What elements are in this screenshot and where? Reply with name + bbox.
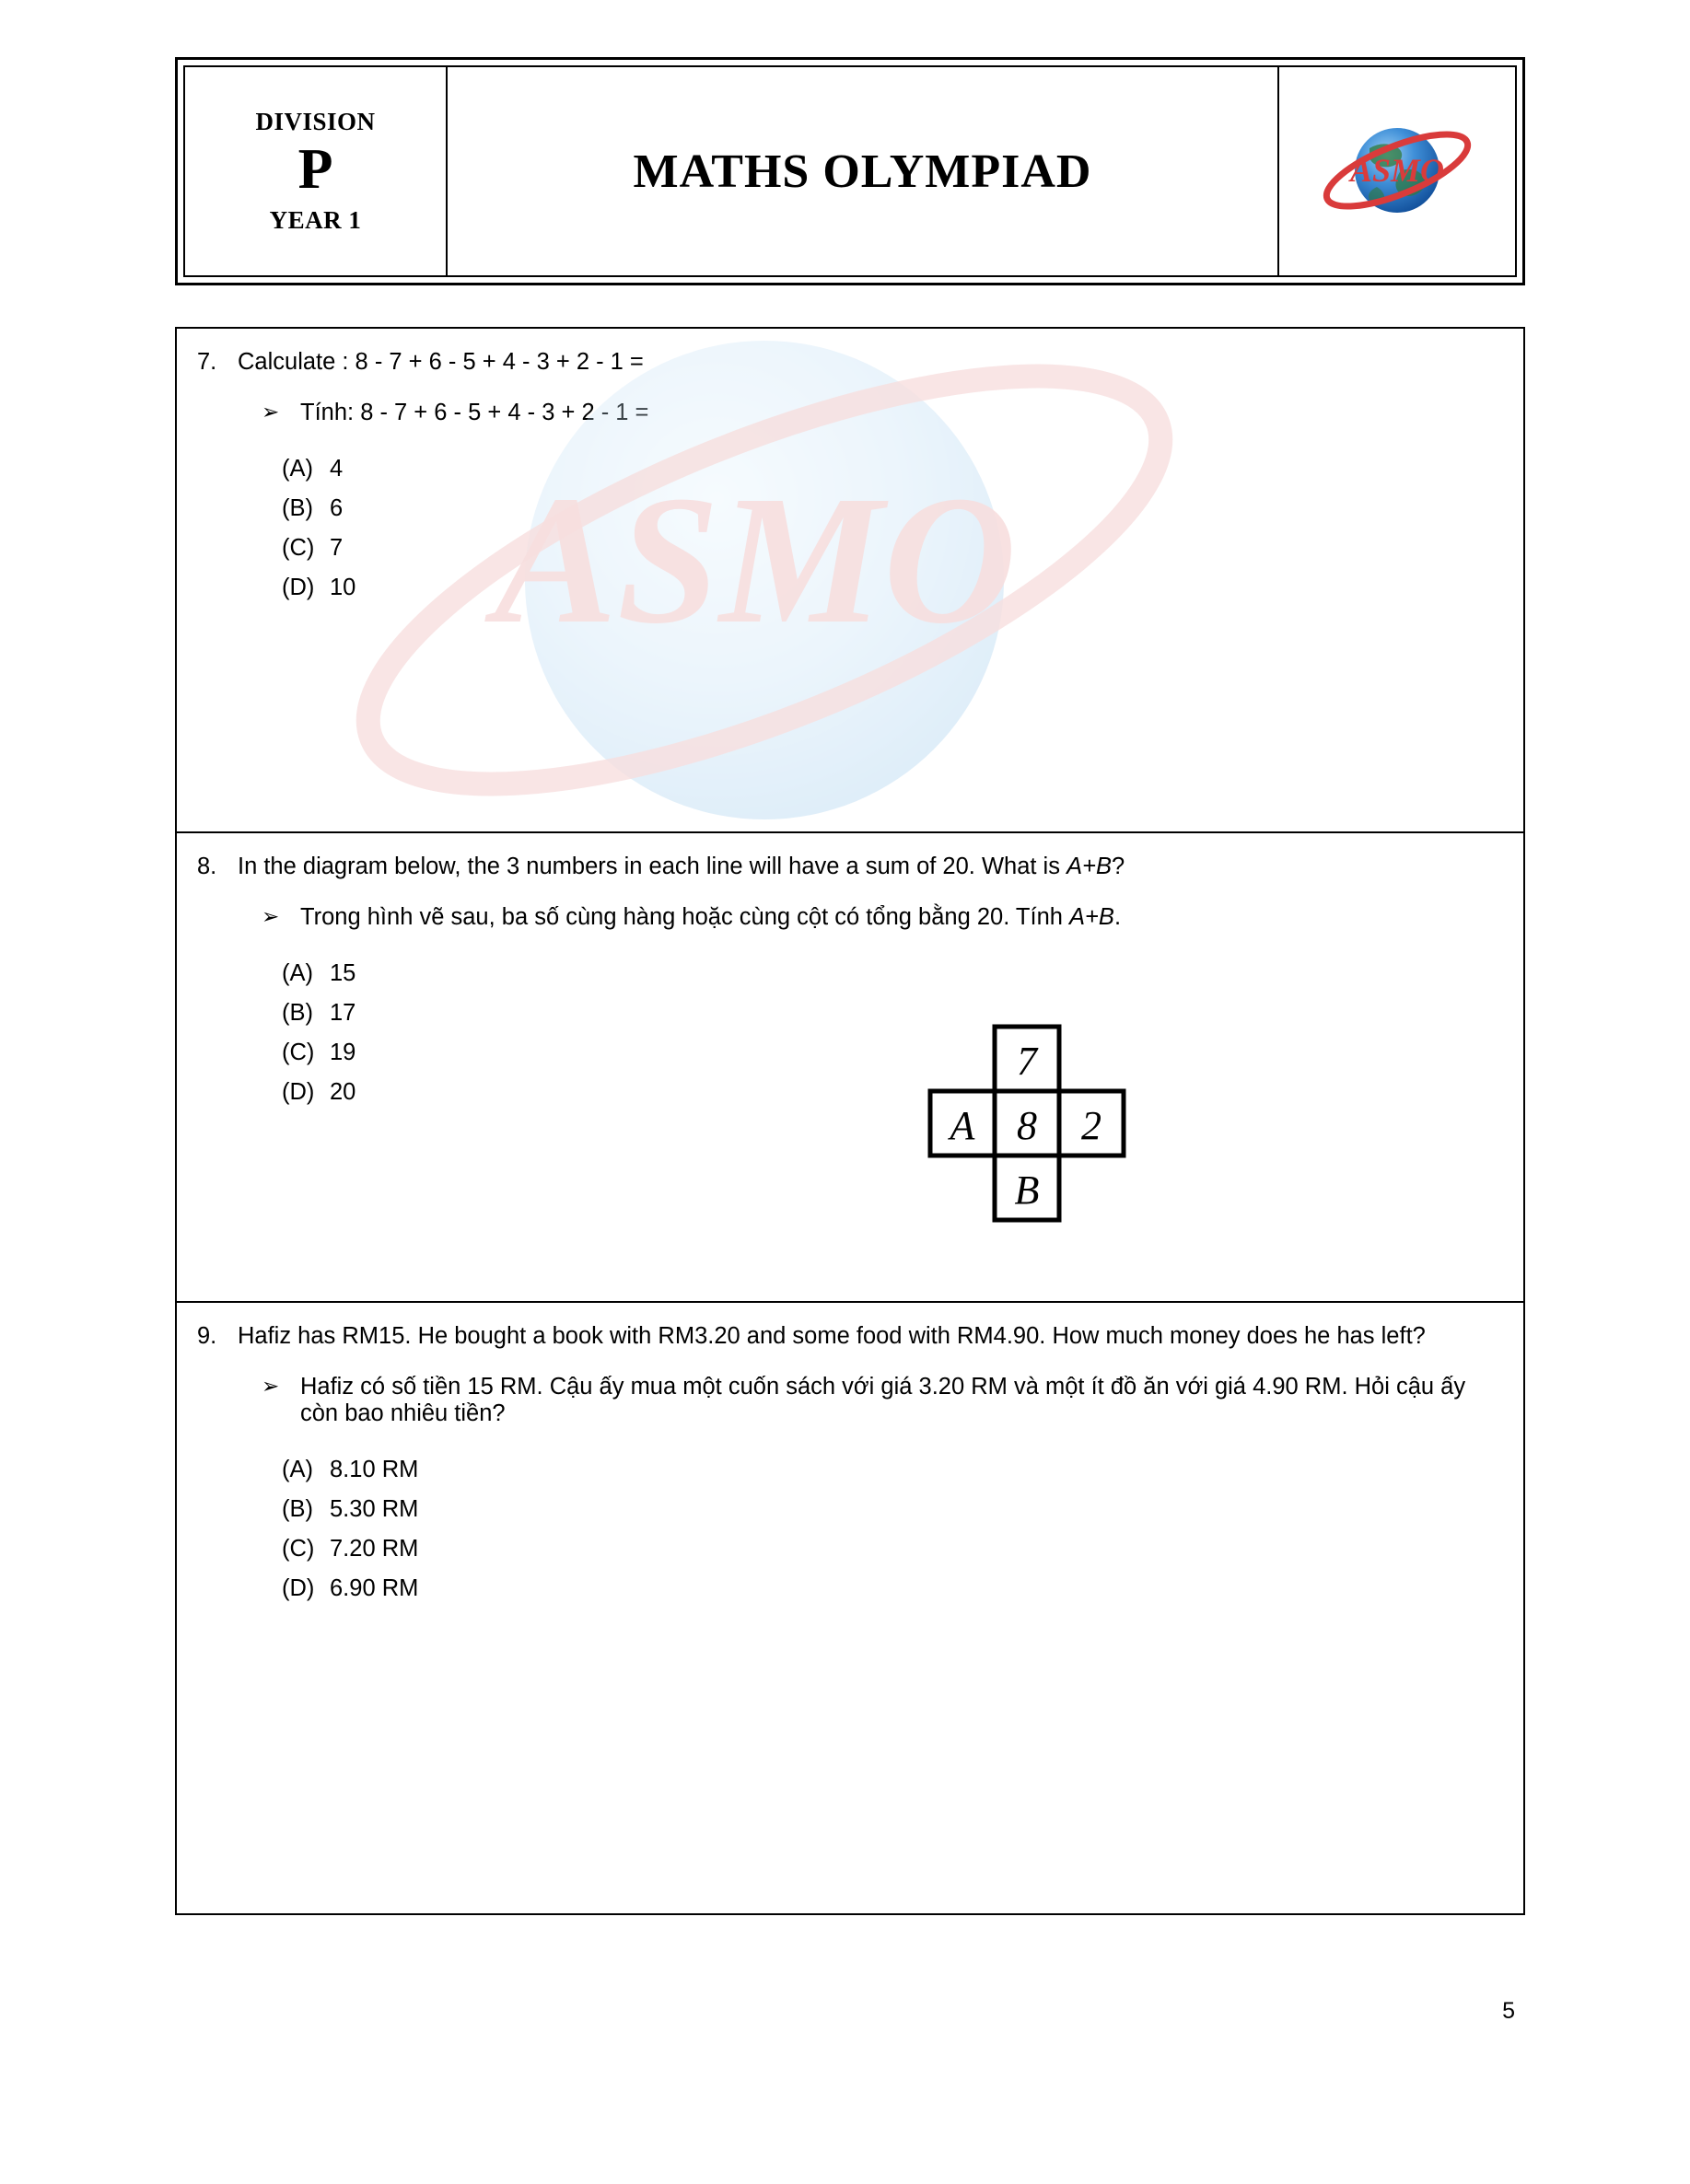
option-a-label: (A) (282, 1457, 313, 1482)
option-b-value: 5.30 RM (330, 1496, 419, 1522)
question-9-number: 9. (197, 1323, 217, 1349)
option-b-value: 6 (330, 495, 344, 521)
asmo-globe-logo-icon (1305, 102, 1489, 240)
page-number: 5 (1502, 1998, 1515, 2024)
option-c-value: 7 (330, 535, 344, 561)
question-7-text-en: Calculate : 8 - 7 + 6 - 5 + 4 - 3 + 2 - 1 = (238, 349, 644, 375)
option-a-label: (A) (282, 960, 313, 986)
question-8-text-vi (300, 904, 1486, 931)
cross-grid-diagram (921, 1017, 1133, 1229)
question-7-options (177, 426, 1523, 601)
header-title: MATHS OLYMPIAD (633, 145, 1092, 198)
option-a-value: 15 (330, 960, 356, 986)
question-8-text-vi-expr: A+B (1069, 904, 1114, 930)
option-c[interactable] (282, 1027, 1523, 1066)
option-b-label: (B) (282, 1000, 313, 1026)
option-a-value: 4 (330, 456, 344, 482)
question-7-subline (177, 376, 1523, 426)
option-d[interactable] (282, 562, 1523, 601)
question-8-text-en-post: ? (1111, 854, 1125, 879)
option-c-value: 7.20 RM (330, 1536, 419, 1562)
option-a[interactable] (282, 947, 1523, 987)
option-d-value: 20 (330, 1079, 356, 1105)
option-c[interactable] (282, 1523, 1523, 1562)
question-7-heading (177, 329, 1523, 376)
option-c[interactable] (282, 522, 1523, 562)
svg-text:ASMO: ASMO (494, 459, 1017, 662)
question-9-text-en: Hafiz has RM15. He bought a book with RM3.20 and some food with RM4.90. How much money does he has left? (238, 1323, 1426, 1349)
arrow-bullet-icon: ➢ (262, 400, 280, 424)
option-b-label: (B) (282, 495, 313, 521)
question-9-heading (177, 1303, 1523, 1350)
question-8-subline (177, 880, 1523, 931)
option-b[interactable] (282, 987, 1523, 1027)
question-8-options (177, 931, 1523, 1106)
cross-grid-icon (921, 1017, 1133, 1229)
option-d-value: 6.90 RM (330, 1575, 419, 1601)
option-a-label: (A) (282, 456, 313, 482)
logo-text: ASMO (1349, 152, 1445, 189)
question-9-text-vi: Hafiz có số tiền 15 RM. Cậu ấy mua một cuốn sách với giá 3.20 RM và một ít đồ ăn với giá 4.90 RM. Hỏi cậu ấy còn bao nhiêu tiền? (300, 1374, 1466, 1426)
question-8-text-en (238, 854, 1486, 880)
question-9-subline (177, 1350, 1523, 1427)
option-a-value: 8.10 RM (330, 1457, 419, 1482)
diagram-bottom-value: B (1014, 1168, 1040, 1213)
question-8-heading (177, 833, 1523, 880)
division-letter: P (297, 138, 333, 202)
header-division-cell (185, 67, 448, 275)
question-9-options (177, 1427, 1523, 1602)
option-d-label: (D) (282, 575, 315, 600)
header-inner-frame (183, 65, 1517, 277)
option-c-label: (C) (282, 1040, 315, 1065)
diagram-left-value: A (950, 1103, 975, 1148)
header-logo-cell (1277, 67, 1515, 275)
option-a[interactable] (282, 1444, 1523, 1483)
option-c-label: (C) (282, 535, 315, 561)
option-d-label: (D) (282, 1079, 315, 1105)
arrow-bullet-icon: ➢ (262, 904, 280, 928)
question-9-block (175, 1303, 1525, 1915)
option-b[interactable] (282, 1483, 1523, 1523)
division-label: DIVISION (255, 108, 376, 136)
option-c-label: (C) (282, 1536, 315, 1562)
question-8-text-en-expr: A+B (1066, 854, 1112, 879)
option-c-value: 19 (330, 1040, 356, 1065)
year-label: YEAR 1 (269, 205, 362, 234)
option-b-value: 17 (330, 1000, 356, 1026)
question-7-number: 7. (197, 349, 217, 375)
question-8-block (175, 833, 1525, 1303)
question-8-text-vi-pre: Trong hình vẽ sau, ba số cùng hàng hoặc cùng cột có tổng bằng 20. Tính (300, 904, 1070, 930)
question-7-text-vi: Tính: 8 - 7 + 6 - 5 + 4 - 3 + 2 - 1 = (300, 400, 649, 425)
option-a[interactable] (282, 443, 1523, 482)
question-8-text-vi-post: . (1113, 904, 1122, 930)
option-d-label: (D) (282, 1575, 315, 1601)
question-8-text-en-pre: In the diagram below, the 3 numbers in each line will have a sum of 20. What is (238, 854, 1067, 879)
option-d[interactable] (282, 1066, 1523, 1106)
question-7-block (175, 327, 1525, 833)
option-b[interactable] (282, 482, 1523, 522)
diagram-right-value: 2 (1081, 1103, 1101, 1148)
diagram-top-value: 7 (1017, 1039, 1037, 1084)
diagram-center-value: 8 (1017, 1103, 1037, 1148)
option-b-label: (B) (282, 1496, 313, 1522)
arrow-bullet-icon: ➢ (262, 1374, 280, 1398)
page-header (175, 57, 1525, 285)
question-8-number: 8. (197, 854, 217, 879)
option-d-value: 10 (330, 575, 356, 600)
option-d[interactable] (282, 1562, 1523, 1602)
